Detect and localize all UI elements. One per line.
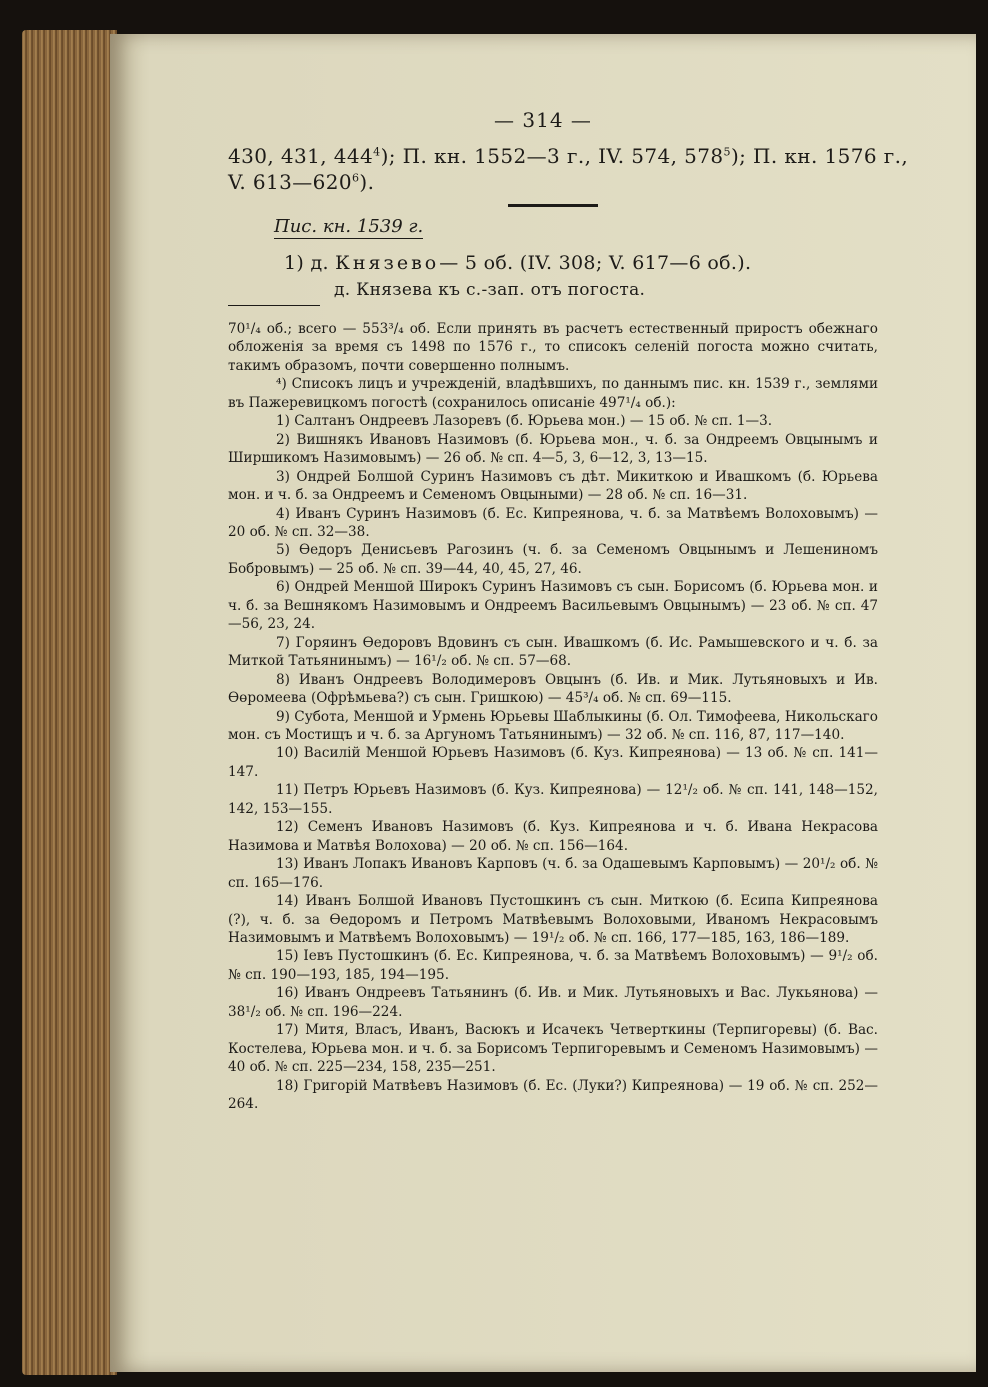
top-text-part: ); П. кн. 1576 г.,	[730, 144, 909, 168]
footnote-item: 5) Өедоръ Денисьевъ Рагозинъ (ч. б. за Семеномъ Овцынымъ и Лешениномъ Бобровымъ) — 25 об. № сп. 39—44, 40, 45, 27, 46.	[228, 542, 878, 577]
section-rule	[508, 204, 598, 207]
top-text-line-1	[228, 144, 908, 168]
top-text-part: ); П. кн. 1552—3 г., IV. 574, 578	[380, 144, 724, 168]
footnote-item: 12) Семенъ Ивановъ Назимовъ (б. Куз. Кипреянова и ч. б. Ивана Некрасова Назимова и Матвѣя Волохова) — 20 об. № сп. 156—164.	[228, 819, 878, 854]
footnote-ref: 5	[723, 145, 731, 159]
footnote-ref: 6	[352, 171, 360, 185]
section-heading: Пис. кн. 1539 г.	[274, 216, 424, 237]
footnote-item: 18) Григорій Матвѣевъ Назимовъ (б. Ес. (Луки?) Кипреянова) — 19 об. № сп. 252—264.	[228, 1077, 878, 1113]
footnote-item: 2) Вишнякъ Ивановъ Назимовъ (б. Юрьева мон., ч. б. за Ондреемъ Овцынымъ и Ширшикомъ Назимовымъ) — 26 об. № сп. 4—5, 3, 6—12, 3, 13—15.	[228, 431, 878, 467]
footnote-rule	[228, 305, 320, 306]
footnote-item: 3) Ондрей Болшой Суринъ Назимовъ съ дѣт. Микиткою и Ивашкомъ (б. Юрьева мон. и ч. б. за Ондреемъ и Семеномъ Овцыными) — 28 об. № сп. 16—31.	[228, 468, 878, 504]
top-text-line-2	[228, 170, 374, 194]
footnote-item: 10) Василій Меншой Юрьевъ Назимовъ (б. Куз. Кипреянова) — 13 об. № сп. 141—147.	[228, 745, 878, 780]
entry-1-prefix: 1) д.	[284, 252, 329, 274]
footnote-item: 6) Ондрей Меншой Широкъ Суринъ Назимовъ съ сын. Борисомъ (б. Юрьева мон. и ч. б. за Вешнякомъ Назимовымъ и Ондреемъ Васильевымъ Овцынымъ) — 23 об. № сп. 47—56, 23, 24.	[228, 579, 878, 633]
footnote-item: 8) Иванъ Ондреевъ Володимеровъ Овцынъ (б. Ив. и Мик. Лутьяновыхъ и Ив. Өөромеева (Офрѣмьева?) съ сын. Гришкою) — 45³/₄ об. № сп. 69—115.	[228, 671, 878, 707]
footnote-item: 7) Горяинъ Өедоровъ Вдовинъ съ сын. Ивашкомъ (б. Ис. Рамышевского и ч. б. за Миткой Татьянинымъ) — 16¹/₂ об. № сп. 57—68.	[228, 634, 878, 670]
footnotes-block	[228, 320, 878, 1113]
entry-1-rest: — 5 об. (IV. 308; V. 617—6 об.).	[439, 252, 752, 274]
top-text-part: V. 613—620	[228, 170, 353, 194]
footnote-item: 9) Субота, Меншой и Урмень Юрьевы Шаблыкины (б. Ол. Тимофеева, Никольскаго мон. съ Мостищъ и ч. б. за Аргуномъ Татьянинымъ) — 32 об. № сп. 116, 87, 117—140.	[228, 708, 878, 743]
footnote-paragraph: ⁴) Списокъ лицъ и учрежденій, владѣвшихъ, по даннымъ пис. кн. 1539 г., землями въ Пажеревицкомъ погостѣ (сохранилось описаніе 497¹/₄ об.):	[228, 376, 878, 411]
footnote-item: 4) Иванъ Суринъ Назимовъ (б. Ес. Кипреянова, ч. б. за Матвѣемъ Волоховымъ) — 20 об. № сп. 32—38.	[228, 505, 878, 540]
book-page-edges	[22, 30, 117, 1375]
entry-1-village-name: Князево	[335, 252, 440, 274]
footnote-item: 16) Иванъ Ондреевъ Татьянинъ (б. Ив. и Мик. Лутьяновыхъ и Вас. Лукьянова) — 38¹/₂ об. № сп. 196—224.	[228, 985, 878, 1020]
top-text-part: ).	[359, 170, 375, 194]
entry-1-line-1	[284, 252, 751, 274]
footnote-item: 17) Митя, Власъ, Иванъ, Васюкъ и Исачекъ Четверткины (Терпигоревы) (б. Вас. Костелева, Юрьева мон. и ч. б. за Борисомъ Терпигоревымъ и Семеномъ Назимовымъ) — 40 об. № сп. 225—234, 158, 235—251.	[228, 1022, 878, 1076]
page-number: — 314 —	[494, 108, 592, 132]
footnote-item: 15) Іевъ Пустошкинъ (б. Ес. Кипреянова, ч. б. за Матвѣемъ Волоховымъ) — 9¹/₂ об. № сп. 190—193, 185, 194—195.	[228, 948, 878, 983]
book-page	[110, 34, 976, 1372]
footnote-item: 14) Иванъ Болшой Ивановъ Пустошкинъ съ сын. Миткою (б. Есипа Кипреянова (?), ч. б. за Өедоромъ и Петромъ Матвѣевымъ Волоховыми, Иваномъ Некрасовымъ Назимовымъ и Матвѣемъ Волоховымъ) — 19¹/₂ об. № сп. 166, 177—185, 163, 186—189.	[228, 893, 878, 946]
footnote-item: 11) Петръ Юрьевъ Назимовъ (б. Куз. Кипреянова) — 12¹/₂ об. № сп. 141, 148—152, 142, 153—155.	[228, 782, 878, 817]
footnote-ref: 4	[373, 145, 381, 159]
footnote-item: 13) Иванъ Лопакъ Ивановъ Карповъ (ч. б. за Одашевымъ Карповымъ) — 20¹/₂ об. № сп. 165—176.	[228, 856, 878, 891]
top-text-part: 430, 431, 444	[228, 144, 374, 168]
footnote-item: 1) Салтанъ Ондреевъ Лазоревъ (б. Юрьева мон.) — 15 об. № сп. 1—3.	[276, 413, 773, 430]
entry-1-line-2: д. Князева къ с.-зап. отъ погоста.	[334, 280, 646, 300]
footnote-paragraph: 70¹/₄ об.; всего — 553³/₄ об. Если принять въ расчетъ естественный приростъ обежнаго обложенія за время съ 1498 по 1576 г., то списокъ селеній погоста можно считать, такимъ образомъ, почти совершенно полнымъ.	[228, 321, 878, 374]
